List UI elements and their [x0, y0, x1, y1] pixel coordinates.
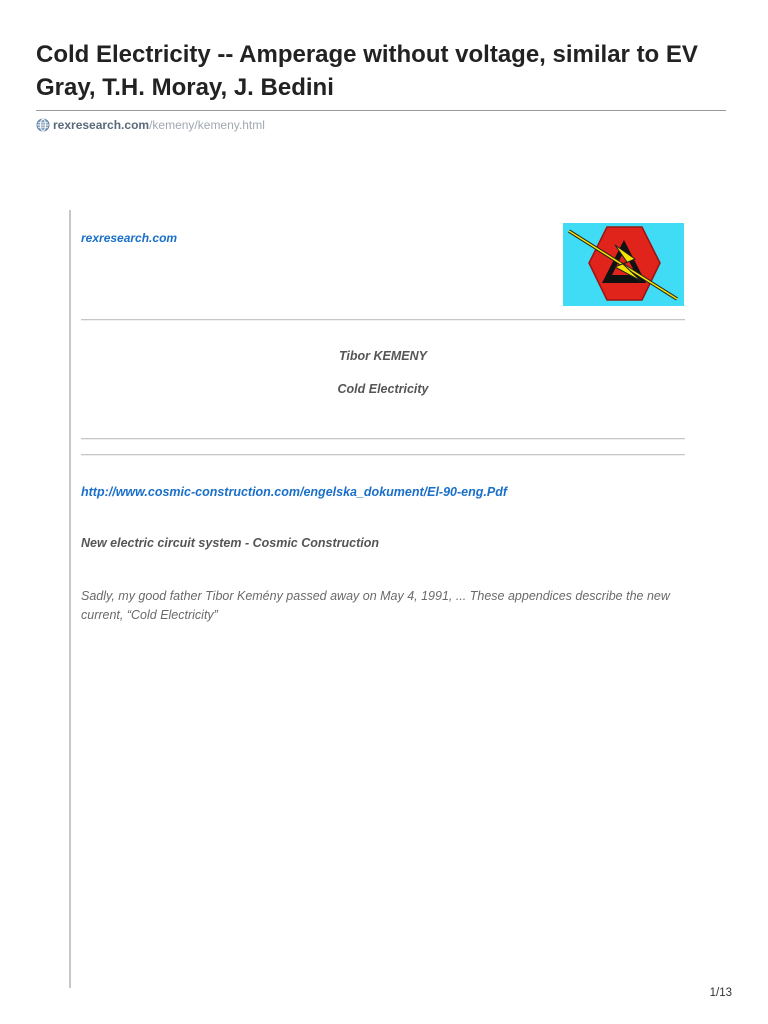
- divider: [81, 438, 685, 440]
- rexresearch-logo[interactable]: [563, 223, 684, 306]
- work-title: Cold Electricity: [337, 382, 429, 396]
- author-name: Tibor KEMENY: [339, 349, 427, 363]
- page-number: 1/13: [709, 987, 732, 999]
- pdf-link[interactable]: http://www.cosmic-construction.com/engelska_dokument/El-90-eng.Pdf: [81, 485, 507, 499]
- source-domain[interactable]: rexresearch.com: [53, 118, 150, 132]
- site-link[interactable]: rexresearch.com: [81, 231, 178, 245]
- section-heading: New electric circuit system - Cosmic Construction: [81, 536, 380, 550]
- source-path[interactable]: /kemeny/kemeny.html: [149, 118, 265, 132]
- content-left-border: [69, 210, 71, 988]
- divider: [81, 454, 685, 456]
- globe-icon: [36, 118, 50, 132]
- page-title: Cold Electricity -- Amperage without voltage, similar to EV Gray, T.H. Moray, J. Bedini: [36, 41, 698, 101]
- lightning-logo-icon: [563, 223, 684, 306]
- source-url[interactable]: [36, 116, 265, 134]
- title-divider: [36, 110, 726, 111]
- divider: [81, 319, 685, 321]
- summary-text: Sadly, my good father Tibor Kemény passed away on May 4, 1991, ... These appendices describe the new current, “Cold Electricity”: [81, 589, 670, 622]
